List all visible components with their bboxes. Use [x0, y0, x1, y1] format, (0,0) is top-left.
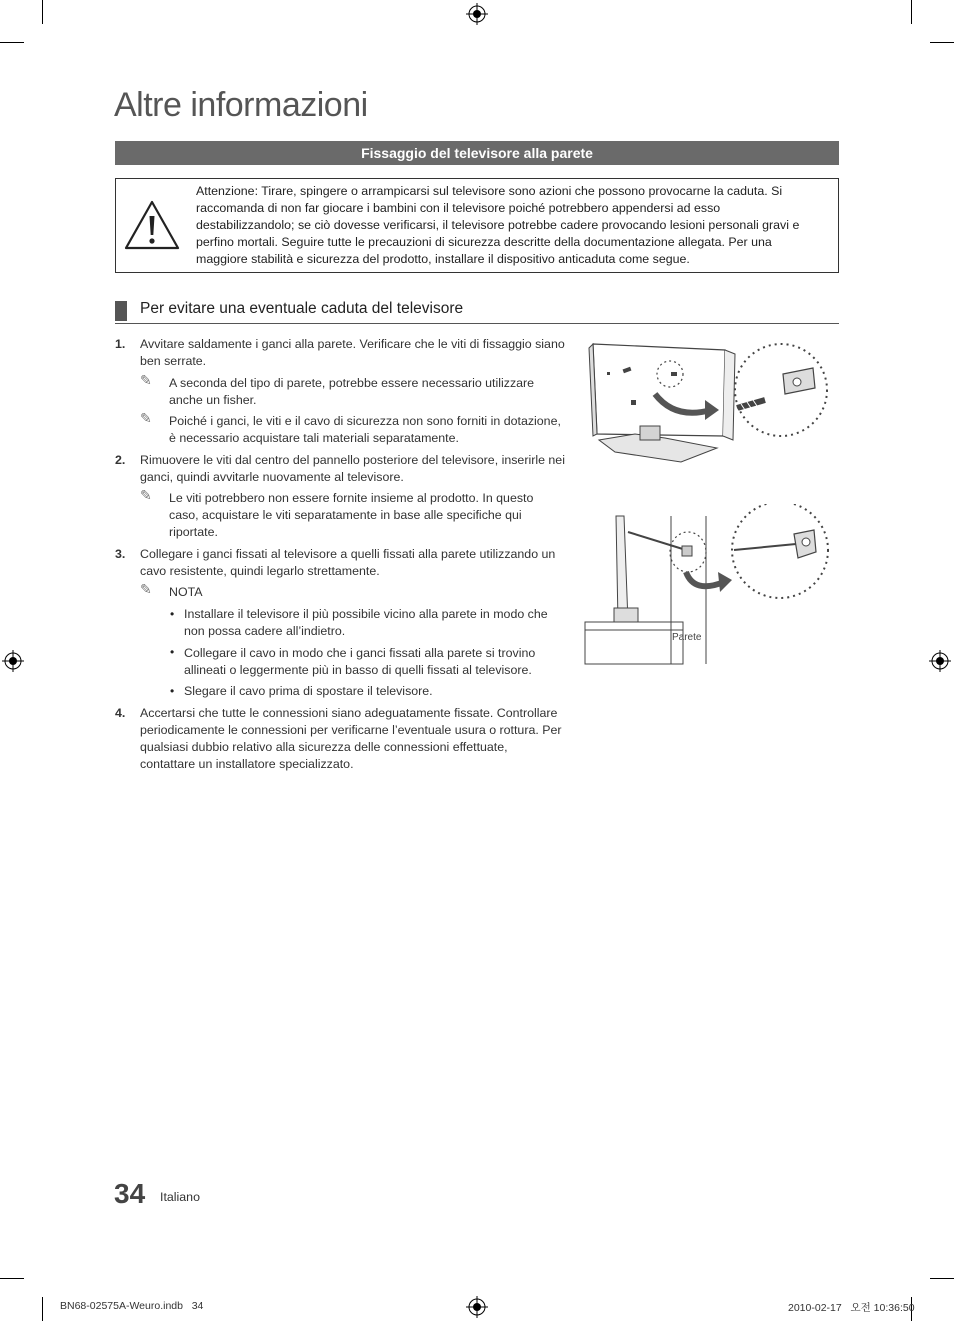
bullet-marker: •	[170, 645, 175, 659]
wall-side-illustration	[584, 504, 834, 666]
heading-marker	[115, 301, 127, 321]
crop-mark	[930, 42, 954, 43]
subsection-title: Per evitare una eventuale caduta del televisore	[140, 300, 464, 317]
pencil-note-icon: ✎	[140, 410, 152, 426]
bullet-marker: •	[170, 684, 175, 698]
section-title-bar	[115, 141, 839, 165]
crop-mark	[911, 0, 912, 24]
footer-timestamp: 2010-02-17 오전 10:36:50	[788, 1302, 915, 1314]
note-label: NOTA	[169, 585, 203, 599]
step-number: 3.	[115, 547, 126, 561]
pencil-note-icon: ✎	[140, 581, 152, 597]
warning-body: : Tirare, spingere o arrampicarsi sul televisore sono azioni che possono provocarne la caduta. Si raccomanda di non far giocare i bambini con il televisore poiché potrebbero appendersi ad esso destabilizzandolo; se ciò dovesse verificarsi, il televisore potrebbe cadere provocando lesioni personali gravi e perfino mortali. Seguire tutte le precauzioni di sicurezza descritte della documentazione allegata. Per una maggiore stabilità e sicurezza del prodotto, installare il dispositivo anticaduta come segue.	[196, 184, 800, 266]
registration-mark-icon	[2, 650, 24, 672]
step-text: Avvitare saldamente i ganci alla parete. Verificare che le viti di fissaggio siano ben serrate.	[140, 337, 565, 368]
page-language: Italiano	[160, 1190, 200, 1204]
step-number: 4.	[115, 706, 126, 720]
registration-mark-icon	[466, 3, 488, 25]
section-title: Fissaggio del televisore alla parete	[361, 145, 593, 161]
tv-back-illustration	[585, 338, 830, 468]
footer-file: BN68-02575A-Weuro.indb 34	[60, 1300, 204, 1312]
warning-box	[115, 178, 839, 273]
crop-mark	[42, 1297, 43, 1321]
step-text: Rimuovere le viti dal centro del pannello posteriore del televisore, inserirle nei ganci, quindi avvitarle nuovamente al televisore.	[140, 453, 565, 484]
step-number: 1.	[115, 337, 126, 351]
wall-label: Parete	[672, 632, 702, 643]
page-title: Altre informazioni	[114, 86, 368, 124]
bullet-item: Installare il televisore il più possibile vicino alla parete in modo che non possa cadere all’indietro.	[184, 607, 548, 638]
note-text: Le viti potrebbero non essere fornite insieme al prodotto. In questo caso, acquistare le viti separatamente in base alle specifiche qui riportate.	[169, 491, 534, 539]
bullet-item: Collegare il cavo in modo che i ganci fissati alla parete si trovino allineati o leggermente più in basso di quelli fissati al televisore.	[184, 646, 536, 677]
bullet-item: Slegare il cavo prima di spostare il televisore.	[184, 684, 433, 698]
warning-text	[196, 183, 816, 268]
step-text: Collegare i ganci fissati al televisore a quelli fissati alla parete utilizzando un cavo resistente, quindi legarlo strettamente.	[140, 547, 556, 578]
note-text: Poiché i ganci, le viti e il cavo di sicurezza non sono forniti in dotazione, è necessario acquistare tali materiali separatamente.	[169, 414, 561, 445]
subsection-heading	[115, 299, 839, 324]
page-number: 34	[114, 1178, 146, 1209]
warning-triangle-icon	[123, 199, 181, 251]
pencil-note-icon: ✎	[140, 487, 152, 503]
registration-mark-icon	[466, 1296, 488, 1318]
registration-mark-icon	[929, 650, 951, 672]
bullet-marker: •	[170, 607, 175, 621]
step-text: Accertarsi che tutte le connessioni siano adeguatamente fissate. Controllare periodicamente le connessioni per verificarne l’eventuale usura o rottura. Per qualsiasi dubbio relativo alla sicurezza delle connessioni effettuate, contattare un installatore specializzato.	[140, 706, 562, 771]
crop-mark	[0, 42, 24, 43]
crop-mark	[930, 1278, 954, 1279]
note-text: A seconda del tipo di parete, potrebbe essere necessario utilizzare anche un fisher.	[169, 376, 535, 407]
crop-mark	[0, 1278, 24, 1279]
crop-mark	[42, 0, 43, 24]
pencil-note-icon: ✎	[140, 372, 152, 388]
warning-label: Attenzione	[196, 184, 255, 198]
step-number: 2.	[115, 453, 126, 467]
